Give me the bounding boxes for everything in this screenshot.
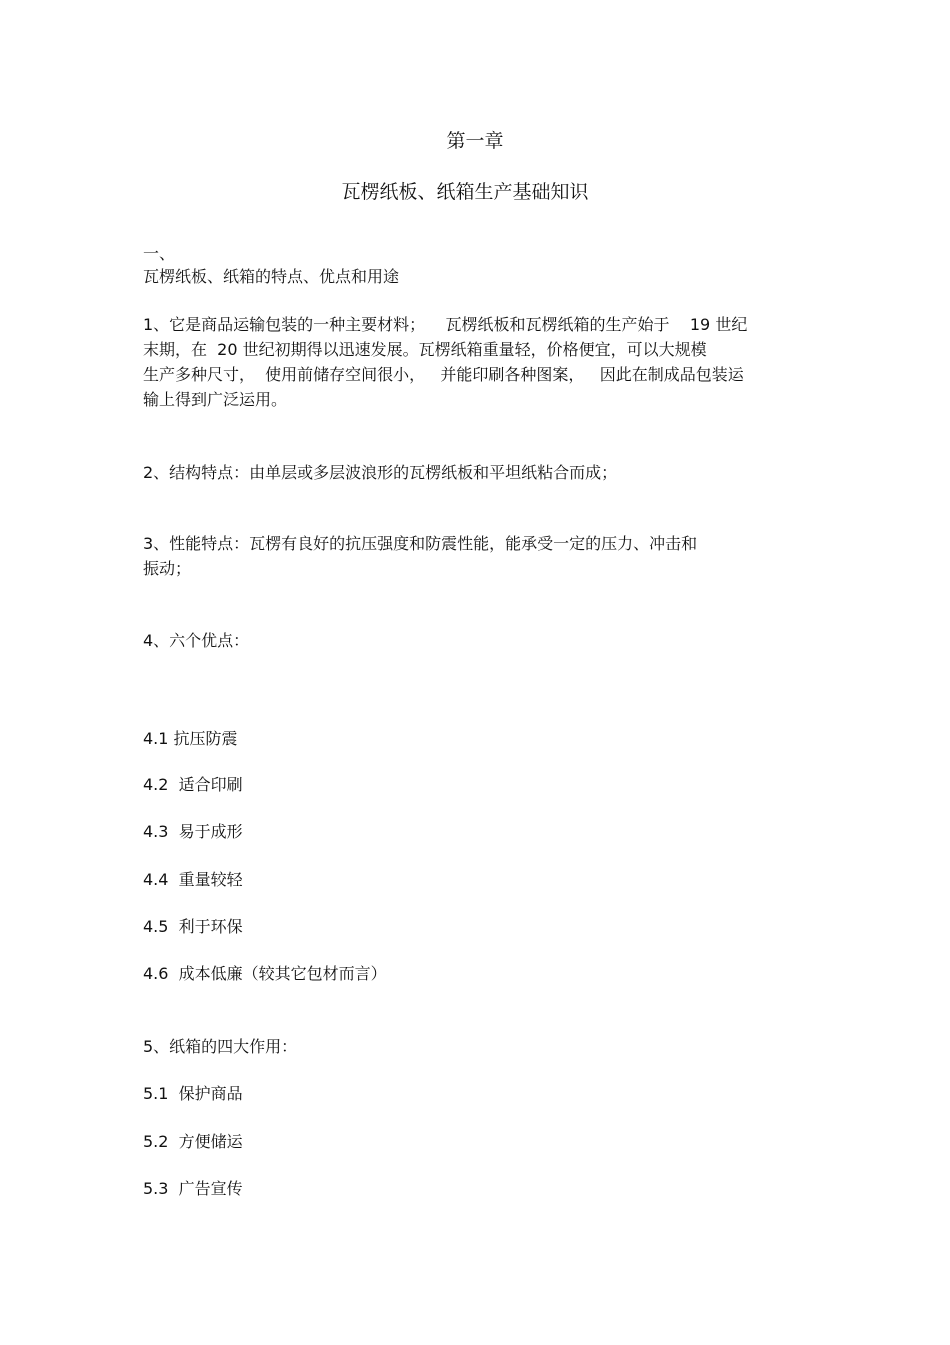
section-number: 一、 bbox=[143, 244, 176, 263]
advantage-item: 4.2 适合印刷 bbox=[143, 775, 243, 794]
paragraph-1-line-4: 输上得到广泛运用。 bbox=[143, 390, 288, 409]
advantages-heading: 4、六个优点： bbox=[143, 631, 250, 650]
paragraph-1-line-3: 生产多种尺寸， 使用前储存空间很小， 并能印刷各种图案， 因此在制成品包装运 bbox=[143, 365, 744, 384]
functions-heading: 5、纸箱的四大作用： bbox=[143, 1037, 298, 1056]
section-title: 瓦楞纸板、纸箱的特点、优点和用途 bbox=[143, 267, 400, 286]
advantage-item: 4.3 易于成形 bbox=[143, 822, 243, 841]
paragraph-1-line-1: 1、它是商品运输包装的一种主要材料； 瓦楞纸板和瓦楞纸箱的生产始于 19 世纪 bbox=[143, 315, 748, 334]
document-title: 瓦楞纸板、纸箱生产基础知识 bbox=[341, 181, 589, 203]
advantage-item: 4.6 成本低廉（较其它包材而言） bbox=[143, 964, 387, 983]
advantage-item: 4.1 抗压防震 bbox=[143, 729, 238, 748]
paragraph-2: 2、结构特点：由单层或多层波浪形的瓦楞纸板和平坦纸粘合而成； bbox=[143, 463, 618, 482]
function-item: 5.3 广告宣传 bbox=[143, 1179, 243, 1198]
paragraph-3-line-1: 3、性能特点：瓦楞有良好的抗压强度和防震性能，能承受一定的压力、冲击和 bbox=[143, 534, 698, 553]
advantage-item: 4.5 利于环保 bbox=[143, 917, 243, 936]
function-item: 5.2 方便储运 bbox=[143, 1132, 243, 1151]
advantage-item: 4.4 重量较轻 bbox=[143, 870, 243, 889]
chapter-heading: 第一章 bbox=[446, 130, 504, 152]
paragraph-3-line-2: 振动； bbox=[143, 559, 192, 578]
function-item: 5.1 保护商品 bbox=[143, 1084, 243, 1103]
paragraph-1-line-2: 末期，在 20 世纪初期得以迅速发展。瓦楞纸箱重量轻，价格便宜，可以大规模 bbox=[143, 340, 707, 359]
